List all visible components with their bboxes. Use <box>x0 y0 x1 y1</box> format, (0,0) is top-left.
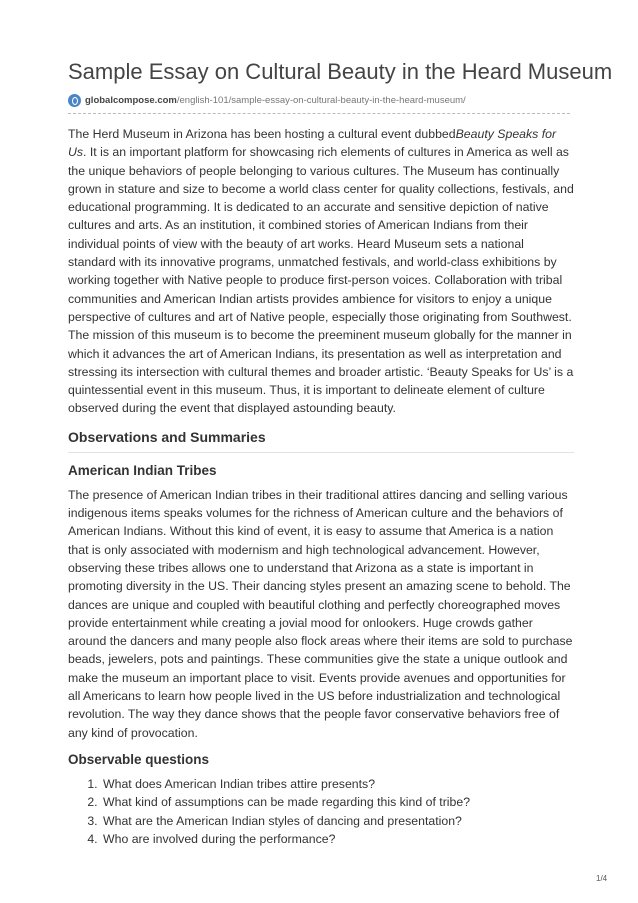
globe-icon <box>68 94 81 107</box>
page-title: Sample Essay on Cultural Beauty in the Heard Museum <box>68 59 613 84</box>
list-item: 3. What are the American Indian styles of dancing and presentation? <box>101 812 574 830</box>
source-domain: globalcompose.com <box>85 94 177 106</box>
essay-body <box>68 125 574 848</box>
source-line <box>68 91 466 109</box>
list-item: 4. Who are involved during the performance? <box>101 830 574 848</box>
questions-list <box>68 775 574 848</box>
event-name: Beauty Speaks for Us <box>68 127 557 160</box>
list-item: 1. What does American Indian tribes attire presents? <box>101 775 574 793</box>
section-heading: Observations and Summaries <box>68 428 574 453</box>
dashed-divider <box>68 113 570 114</box>
list-item: 2. What kind of assumptions can be made regarding this kind of tribe? <box>101 793 574 811</box>
intro-text-rest: . It is an important platform for showcasing rich elements of cultures in America as well as the unique behaviors of people belonging to various cultures. The Museum has continually grown in stature and size to become a world class center for quality collections, festivals, and educational programming. It is dedicated to an accurate and sensitive depiction of native cultures and arts. As an institution, it combined stories of American Indians from their individual points of view with the beauty of art works. Heard Museum sets a national standard with its innovative programs, unmatched festivals, and world-class exhibitions by working together with Native people to produce first-person voices. Collaboration with tribal communities and American Indian artists provides ambience for visitors to enjoy a unique perspective of cultures and art of Native people, especially those originating from Southwest. The mission of this museum is to become the preeminent museum globally for the manner in which it advances the art of American Indians, its presentation as well as interpretation and stressing its intersection with cultural themes and broader artistic. ‘Beauty Speaks for Us’ is a quintessential event in this museum. Thus, it is important to delineate element of culture observed during the event that displayed astounding beauty. <box>68 145 574 416</box>
intro-text-start: The Herd Museum in Arizona has been hosting a cultural event dubbed <box>68 127 456 141</box>
subsection-heading-tribes: American Indian Tribes <box>68 462 217 478</box>
source-path: /english-101/sample-essay-on-cultural-beauty-in-the-heard-museum/ <box>176 94 466 106</box>
page-number: 1/4 <box>596 874 608 883</box>
source-link[interactable] <box>85 95 466 106</box>
subsection-heading-questions: Observable questions <box>68 751 210 767</box>
tribes-paragraph: The presence of American Indian tribes in their traditional attires dancing and selling various indigenous items speaks volumes for the richness of American culture and the behaviors of American Indians. Without this kind of event, it is easy to assume that America is a nation that is only associated with modernism and high technological advancement. However, observing these tribes allows one to understand that Arizona as a state is important in promoting diversity in the US. Their dancing styles present an amazing scene to behold. The dances are unique and coupled with beautiful clothing and perfectly choreographed moves provide entertainment while creating a jovial mood for onlookers. Huge crowds gather around the dancers and many people also flock areas where their items are sold to purchase beads, jewelers, pots and paintings. These communities give the state a unique outlook and make the museum an important place to visit. Events provide avenues and opportunities for all Americans to learn how people lived in the US before industrialization and technological revolution. The way they dance shows that the people favor conservative behaviors free of any kind of provocation. <box>68 487 573 740</box>
intro-paragraph <box>68 125 574 418</box>
